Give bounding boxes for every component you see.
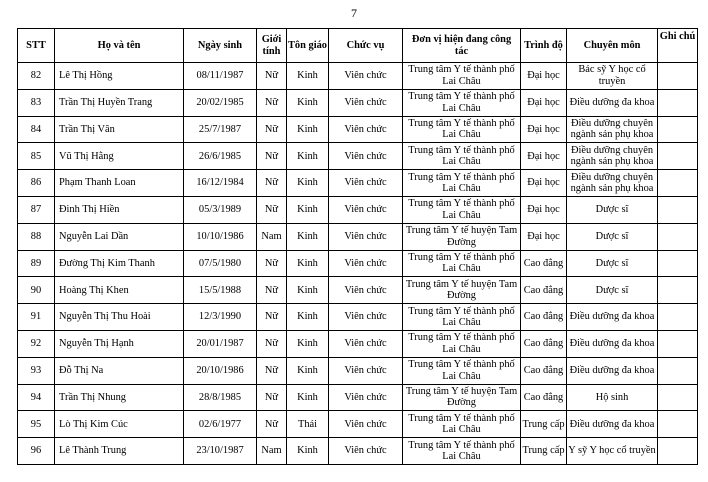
cell-unit: Trung tâm Y tế thành phố Lai Châu xyxy=(403,143,521,170)
cell-note xyxy=(658,170,698,197)
header-stt: STT xyxy=(18,29,55,63)
cell-specialty: Điều dưỡng chuyên ngành sản phụ khoa xyxy=(567,116,658,143)
header-religion: Tôn giáo xyxy=(287,29,329,63)
cell-note xyxy=(658,438,698,465)
cell-level: Đại học xyxy=(521,116,567,143)
cell-position: Viên chức xyxy=(329,63,403,90)
cell-religion: Thái xyxy=(287,411,329,438)
cell-stt: 87 xyxy=(18,196,55,223)
cell-position: Viên chức xyxy=(329,170,403,197)
cell-religion: Kinh xyxy=(287,89,329,116)
cell-note xyxy=(658,250,698,277)
cell-name: Hoàng Thị Khen xyxy=(55,277,184,304)
cell-note xyxy=(658,277,698,304)
cell-unit: Trung tâm Y tế thành phố Lai Châu xyxy=(403,196,521,223)
cell-religion: Kinh xyxy=(287,116,329,143)
cell-gender: Nữ xyxy=(257,89,287,116)
cell-dob: 20/01/1987 xyxy=(184,330,257,357)
cell-religion: Kinh xyxy=(287,196,329,223)
cell-dob: 16/12/1984 xyxy=(184,170,257,197)
cell-name: Vũ Thị Hằng xyxy=(55,143,184,170)
cell-stt: 85 xyxy=(18,143,55,170)
cell-name: Trần Thị Nhung xyxy=(55,384,184,411)
cell-religion: Kinh xyxy=(287,143,329,170)
cell-dob: 02/6/1977 xyxy=(184,411,257,438)
cell-dob: 26/6/1985 xyxy=(184,143,257,170)
cell-position: Viên chức xyxy=(329,223,403,250)
header-unit: Đơn vị hiện đang công tác xyxy=(403,29,521,63)
cell-religion: Kinh xyxy=(287,63,329,90)
cell-level: Cao đẳng xyxy=(521,357,567,384)
cell-dob: 10/10/1986 xyxy=(184,223,257,250)
cell-religion: Kinh xyxy=(287,223,329,250)
cell-religion: Kinh xyxy=(287,438,329,465)
cell-name: Nguyễn Thị Hạnh xyxy=(55,330,184,357)
cell-gender: Nữ xyxy=(257,277,287,304)
cell-religion: Kinh xyxy=(287,357,329,384)
cell-level: Cao đẳng xyxy=(521,304,567,331)
cell-position: Viên chức xyxy=(329,330,403,357)
cell-level: Đại học xyxy=(521,223,567,250)
cell-specialty: Điều dưỡng đa khoa xyxy=(567,357,658,384)
cell-name: Lê Thị Hồng xyxy=(55,63,184,90)
cell-name: Đường Thị Kim Thanh xyxy=(55,250,184,277)
cell-gender: Nữ xyxy=(257,330,287,357)
cell-position: Viên chức xyxy=(329,250,403,277)
table-row xyxy=(18,304,698,331)
cell-position: Viên chức xyxy=(329,196,403,223)
cell-specialty: Dược sĩ xyxy=(567,223,658,250)
cell-unit: Trung tâm Y tế huyện Tam Đường xyxy=(403,223,521,250)
cell-unit: Trung tâm Y tế huyện Tam Đường xyxy=(403,384,521,411)
page-number: 7 xyxy=(351,6,357,20)
cell-gender: Nữ xyxy=(257,170,287,197)
cell-unit: Trung tâm Y tế thành phố Lai Châu xyxy=(403,89,521,116)
cell-name: Lò Thị Kim Cúc xyxy=(55,411,184,438)
cell-position: Viên chức xyxy=(329,384,403,411)
table-row xyxy=(18,277,698,304)
cell-name: Đinh Thị Hiền xyxy=(55,196,184,223)
table-row xyxy=(18,438,698,465)
cell-stt: 95 xyxy=(18,411,55,438)
cell-dob: 05/3/1989 xyxy=(184,196,257,223)
cell-level: Đại học xyxy=(521,63,567,90)
cell-stt: 90 xyxy=(18,277,55,304)
table-body xyxy=(18,63,698,465)
cell-dob: 07/5/1980 xyxy=(184,250,257,277)
cell-gender: Nữ xyxy=(257,357,287,384)
table-row xyxy=(18,196,698,223)
cell-level: Đại học xyxy=(521,196,567,223)
cell-specialty: Dược sĩ xyxy=(567,250,658,277)
cell-specialty: Y sỹ Y học cổ truyền xyxy=(567,438,658,465)
cell-specialty: Bác sỹ Y học cổ truyền xyxy=(567,63,658,90)
cell-specialty: Điều dưỡng đa khoa xyxy=(567,89,658,116)
cell-religion: Kinh xyxy=(287,384,329,411)
cell-specialty: Hộ sinh xyxy=(567,384,658,411)
cell-specialty: Dược sĩ xyxy=(567,196,658,223)
cell-dob: 12/3/1990 xyxy=(184,304,257,331)
cell-stt: 92 xyxy=(18,330,55,357)
cell-gender: Nam xyxy=(257,223,287,250)
cell-religion: Kinh xyxy=(287,170,329,197)
table-row xyxy=(18,411,698,438)
cell-note xyxy=(658,330,698,357)
cell-unit: Trung tâm Y tế huyện Tam Đường xyxy=(403,277,521,304)
cell-stt: 96 xyxy=(18,438,55,465)
cell-gender: Nữ xyxy=(257,143,287,170)
cell-level: Cao đẳng xyxy=(521,330,567,357)
cell-position: Viên chức xyxy=(329,277,403,304)
cell-name: Trần Thị Vân xyxy=(55,116,184,143)
cell-level: Đại học xyxy=(521,89,567,116)
cell-name: Phạm Thanh Loan xyxy=(55,170,184,197)
table-row xyxy=(18,384,698,411)
cell-level: Đại học xyxy=(521,143,567,170)
cell-name: Đỗ Thị Na xyxy=(55,357,184,384)
cell-gender: Nữ xyxy=(257,304,287,331)
table-row xyxy=(18,116,698,143)
cell-dob: 15/5/1988 xyxy=(184,277,257,304)
cell-specialty: Điều dưỡng chuyên ngành sản phụ khoa xyxy=(567,143,658,170)
cell-gender: Nữ xyxy=(257,250,287,277)
cell-position: Viên chức xyxy=(329,89,403,116)
cell-unit: Trung tâm Y tế thành phố Lai Châu xyxy=(403,330,521,357)
cell-level: Đại học xyxy=(521,170,567,197)
cell-note xyxy=(658,411,698,438)
header-notes: Ghi chú xyxy=(658,29,698,63)
cell-position: Viên chức xyxy=(329,411,403,438)
cell-unit: Trung tâm Y tế thành phố Lai Châu xyxy=(403,170,521,197)
cell-level: Trung cấp xyxy=(521,411,567,438)
header-gender: Giới tính xyxy=(257,29,287,63)
cell-stt: 93 xyxy=(18,357,55,384)
cell-level: Cao đẳng xyxy=(521,384,567,411)
cell-position: Viên chức xyxy=(329,116,403,143)
cell-unit: Trung tâm Y tế thành phố Lai Châu xyxy=(403,438,521,465)
table-row xyxy=(18,170,698,197)
cell-specialty: Dược sĩ xyxy=(567,277,658,304)
cell-position: Viên chức xyxy=(329,357,403,384)
table-row xyxy=(18,250,698,277)
cell-specialty: Điều dưỡng đa khoa xyxy=(567,330,658,357)
cell-unit: Trung tâm Y tế thành phố Lai Châu xyxy=(403,304,521,331)
cell-stt: 94 xyxy=(18,384,55,411)
header-level: Trình độ xyxy=(521,29,567,63)
cell-gender: Nữ xyxy=(257,196,287,223)
cell-gender: Nam xyxy=(257,438,287,465)
cell-unit: Trung tâm Y tế thành phố Lai Châu xyxy=(403,357,521,384)
cell-specialty: Điều dưỡng chuyên ngành sản phụ khoa xyxy=(567,170,658,197)
table-row xyxy=(18,143,698,170)
cell-stt: 88 xyxy=(18,223,55,250)
cell-level: Cao đẳng xyxy=(521,250,567,277)
cell-name: Nguyễn Lai Dần xyxy=(55,223,184,250)
cell-dob: 23/10/1987 xyxy=(184,438,257,465)
cell-stt: 86 xyxy=(18,170,55,197)
table-row xyxy=(18,89,698,116)
cell-note xyxy=(658,304,698,331)
cell-religion: Kinh xyxy=(287,250,329,277)
cell-note xyxy=(658,357,698,384)
cell-stt: 91 xyxy=(18,304,55,331)
table-header-row xyxy=(18,29,698,63)
table-row xyxy=(18,63,698,90)
cell-note xyxy=(658,384,698,411)
cell-level: Cao đẳng xyxy=(521,277,567,304)
cell-gender: Nữ xyxy=(257,411,287,438)
cell-name: Lê Thành Trung xyxy=(55,438,184,465)
cell-unit: Trung tâm Y tế thành phố Lai Châu xyxy=(403,250,521,277)
cell-gender: Nữ xyxy=(257,116,287,143)
cell-religion: Kinh xyxy=(287,304,329,331)
table-row xyxy=(18,330,698,357)
table-row xyxy=(18,223,698,250)
cell-unit: Trung tâm Y tế thành phố Lai Châu xyxy=(403,63,521,90)
cell-note xyxy=(658,143,698,170)
cell-stt: 84 xyxy=(18,116,55,143)
cell-unit: Trung tâm Y tế thành phố Lai Châu xyxy=(403,116,521,143)
cell-dob: 28/8/1985 xyxy=(184,384,257,411)
cell-note xyxy=(658,223,698,250)
cell-stt: 82 xyxy=(18,63,55,90)
staff-table xyxy=(17,28,698,465)
cell-specialty: Điều dưỡng đa khoa xyxy=(567,304,658,331)
cell-religion: Kinh xyxy=(287,277,329,304)
cell-position: Viên chức xyxy=(329,304,403,331)
cell-dob: 25/7/1987 xyxy=(184,116,257,143)
cell-stt: 83 xyxy=(18,89,55,116)
cell-gender: Nữ xyxy=(257,63,287,90)
cell-position: Viên chức xyxy=(329,143,403,170)
cell-position: Viên chức xyxy=(329,438,403,465)
cell-name: Nguyễn Thị Thu Hoài xyxy=(55,304,184,331)
cell-specialty: Điều dưỡng đa khoa xyxy=(567,411,658,438)
cell-stt: 89 xyxy=(18,250,55,277)
cell-note xyxy=(658,63,698,90)
header-dob: Ngày sinh xyxy=(184,29,257,63)
cell-name: Trần Thị Huyền Trang xyxy=(55,89,184,116)
header-position: Chức vụ xyxy=(329,29,403,63)
cell-dob: 20/10/1986 xyxy=(184,357,257,384)
cell-religion: Kinh xyxy=(287,330,329,357)
cell-gender: Nữ xyxy=(257,384,287,411)
table-row xyxy=(18,357,698,384)
cell-level: Trung cấp xyxy=(521,438,567,465)
cell-dob: 08/11/1987 xyxy=(184,63,257,90)
header-name: Họ và tên xyxy=(55,29,184,63)
cell-note xyxy=(658,196,698,223)
cell-note xyxy=(658,116,698,143)
header-specialty: Chuyên môn xyxy=(567,29,658,63)
cell-note xyxy=(658,89,698,116)
cell-dob: 20/02/1985 xyxy=(184,89,257,116)
cell-unit: Trung tâm Y tế thành phố Lai Châu xyxy=(403,411,521,438)
